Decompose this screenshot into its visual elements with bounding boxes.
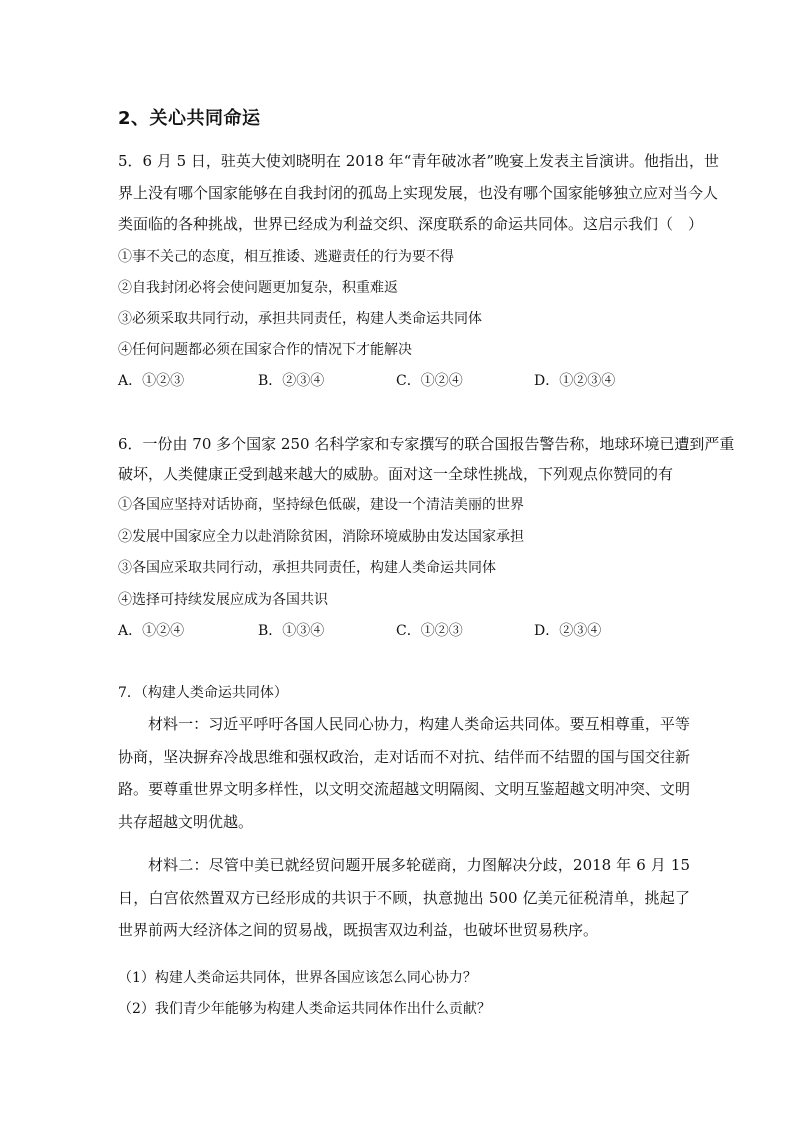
option-b: B．①③④: [258, 623, 325, 639]
q6-item: ②发展中国家应全力以赴消除贫困，消除环境威胁由发达国家承担: [118, 529, 524, 545]
material-1: 材料一：习近平呼吁各国人民同心协力，构建人类命运共同体。要互相尊重，平等协商，坚决摒弃冷战思维和强权政治，走对话而不对抗、结伴而不结盟的国与国交往新路。要尊重世界文明多样性，以文明交流超越文明隔阂、文明互鉴超越文明冲突、文明共存超越文明优越。: [118, 715, 690, 831]
sub-question-2: （2）我们青少年能够为构建人类命运共同体作出什么贡献？: [118, 1001, 491, 1017]
q6-stem-line: 破坏，人类健康正受到越来越大的威胁。面对这一全球性挑战，下列观点你赞同的有: [118, 465, 674, 483]
option-a: A．①②④: [118, 623, 185, 639]
q6-stem-line: 6．一份由 70 多个国家 250 名科学家和专家撰写的联合国报告警告称，地球环境已遭到严重: [118, 435, 735, 453]
material-2: 材料二：尽管中美已就经贸问题开展多轮磋商，力图解决分歧，2018 年 6 月 15 日，白宫依然置双方已经形成的共识于不顾，执意抛出 500 亿美元征税清单，挑起了世界前两大经济体之间的贸易战，既损害双边利益，也破坏世贸易秩序。: [118, 856, 690, 939]
q6-item: ④选择可持续发展应成为各国共识: [118, 592, 328, 608]
option-b: B．②③④: [258, 373, 325, 389]
q5-stem-line: 界上没有哪个国家能够在自我封闭的孤岛上实现发展，也没有哪个国家能够独立应对当今人: [118, 184, 719, 202]
option-d: D．②③④: [534, 623, 602, 639]
sub-question-1: （1）构建人类命运共同体，世界各国应该怎么同心协力？: [118, 970, 477, 986]
q5-item: ②自我封闭必将会使问题更加复杂，积重难返: [118, 280, 398, 296]
q7-heading: 7．（构建人类命运共同体）: [118, 685, 288, 701]
option-a: A．①②③: [118, 373, 185, 389]
q5-stem-line: 类面临的各种挑战，世界已经成为利益交织、深度联系的命运共同体。这启示我们（ ）: [118, 215, 704, 233]
q6-item: ①各国应坚持对话协商，坚持绿色低碳，建设一个清洁美丽的世界: [118, 497, 524, 513]
option-c: C．①②④: [396, 373, 463, 389]
q6-item: ③各国应采取共同行动，承担共同责任，构建人类命运共同体: [118, 560, 496, 576]
option-c: C．①②③: [396, 623, 463, 639]
section-title: 2、关心共同命运: [118, 108, 261, 129]
q5-item: ③必须采取共同行动，承担共同责任，构建人类命运共同体: [118, 311, 482, 327]
option-d: D．①②③④: [534, 373, 616, 389]
q5-item: ①事不关己的态度，相互推诿、逃避责任的行为要不得: [118, 249, 454, 265]
q5-stem-line: 5．6 月 5 日，驻英大使刘晓明在 2018 年“青年破冰者”晚宴上发表主旨演讲。他指出，世: [118, 152, 719, 170]
q5-item: ④任何问题都必须在国家合作的情况下才能解决: [118, 342, 412, 358]
